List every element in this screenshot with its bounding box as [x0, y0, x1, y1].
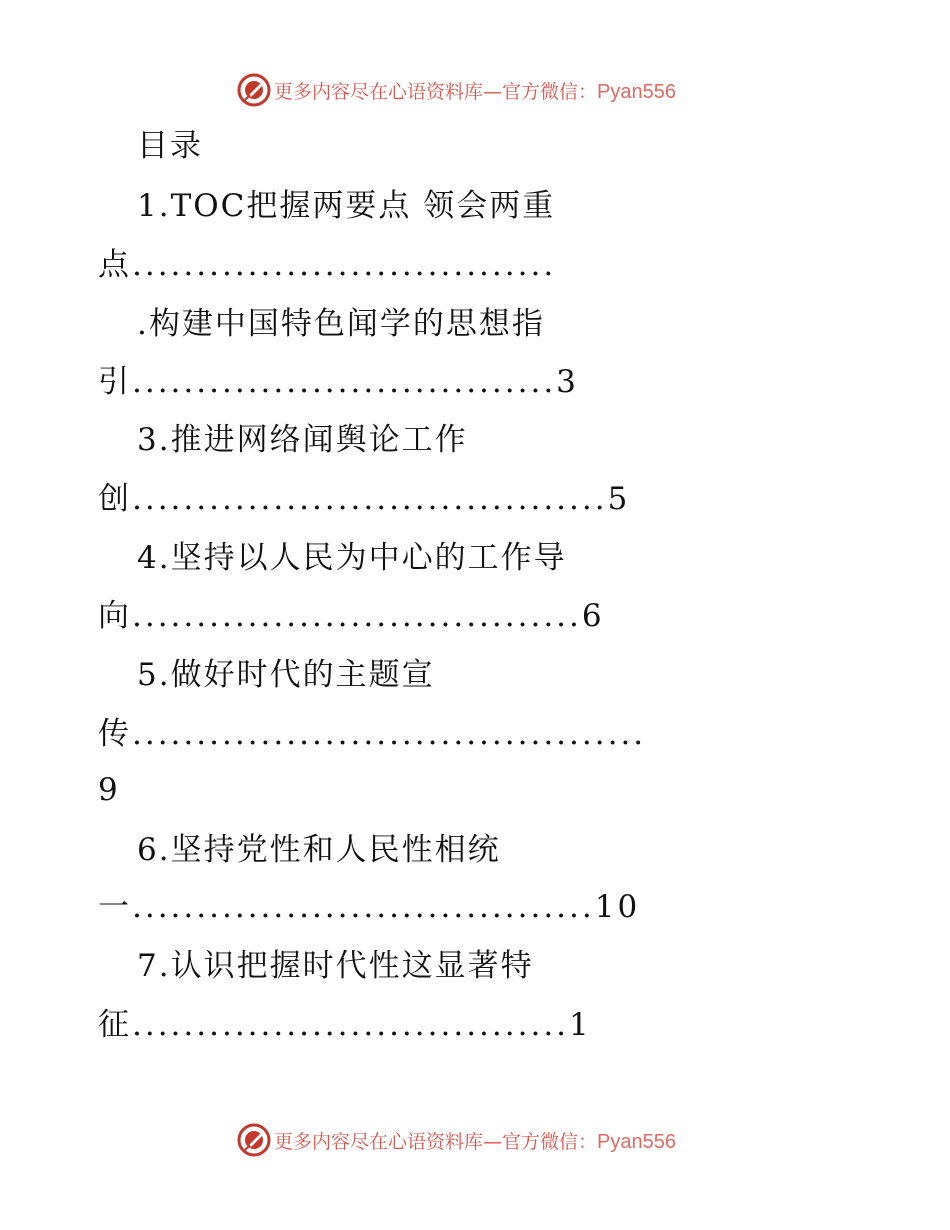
- banner-title: 更多内容尽在心语资料库: [274, 80, 484, 103]
- toc-entry-leader: 引.................................3: [98, 364, 579, 400]
- toc-entry: 3.推进网络闻舆论工作: [137, 422, 468, 458]
- toc-entry: 5.做好时代的主题宣: [137, 657, 435, 693]
- toc-entry-leader: 征..................................1: [98, 1007, 592, 1043]
- toc-entry: 6.坚持党性和人民性相统: [137, 832, 501, 868]
- library-logo-icon: [237, 1123, 271, 1157]
- toc-entry: 7.认识把握时代性这显著特: [137, 948, 534, 984]
- footer-banner: [0, 1120, 950, 1160]
- banner-wechat-label: 官方微信：: [502, 1130, 598, 1153]
- toc-page-number: 9: [98, 772, 120, 808]
- toc-entry-leader: 点.................................: [98, 247, 557, 283]
- toc-entry-leader: 向...................................6: [98, 598, 605, 634]
- banner-separator: —: [483, 1130, 503, 1153]
- toc-entry-leader: 创.....................................5: [98, 481, 631, 517]
- banner-account: Pyan556: [597, 1130, 676, 1153]
- banner-wechat-label: 官方微信：: [502, 80, 598, 103]
- toc-entry-leader: 一....................................10: [98, 889, 641, 925]
- banner-separator: —: [483, 80, 503, 103]
- toc-entry: 1.TOC把握两要点 领会两重: [137, 188, 556, 224]
- banner-text: [274, 1127, 676, 1154]
- toc-title: 目录: [137, 128, 203, 164]
- toc-entry: 4.坚持以人民为中心的工作导: [137, 540, 567, 576]
- banner-account: Pyan556: [597, 80, 676, 103]
- banner-title: 更多内容尽在心语资料库: [274, 1130, 484, 1153]
- toc-entry: .构建中国特色闻学的思想指: [137, 306, 545, 342]
- toc-entry-leader: 传........................................: [98, 716, 647, 752]
